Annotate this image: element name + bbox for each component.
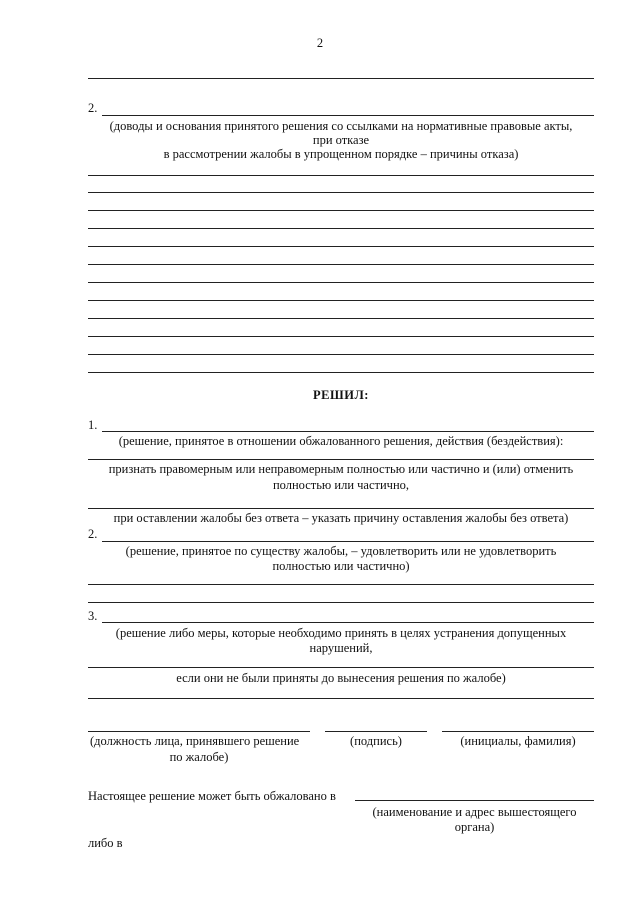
appeal-text: Настоящее решение может быть обжаловано в (88, 789, 336, 803)
section2-caption-3: в рассмотрении жалобы в упрощенном порядке – причины отказа) (163, 147, 519, 161)
decided-heading: РЕШИЛ: (313, 388, 369, 402)
top-line (88, 78, 594, 79)
fill-line[interactable] (88, 354, 594, 355)
decision3-caption-1: (решение либо меры, которые необходимо принять в целях устранения допущенных (115, 626, 567, 640)
fill-line[interactable] (88, 372, 594, 373)
decision3-fill-line-2[interactable] (88, 667, 594, 668)
name-line[interactable] (442, 731, 594, 732)
section2-caption-2: при отказе (312, 133, 370, 147)
appeal-caption-1: (наименование и адрес вышестоящего (372, 805, 577, 819)
fill-line[interactable] (88, 336, 594, 337)
position-line[interactable] (88, 731, 310, 732)
decision3-fill-line-3[interactable] (88, 698, 594, 699)
name-caption: (инициалы, фамилия) (460, 734, 576, 748)
decision2-fill-line-3[interactable] (88, 602, 594, 603)
page-number: 2 (316, 36, 324, 50)
section2-number: 2. (88, 101, 98, 115)
decision3-fill-line[interactable] (102, 622, 594, 623)
appeal-fill-line[interactable] (355, 800, 594, 801)
section2-fill-line[interactable] (102, 115, 594, 116)
decision1-fill-line[interactable] (102, 431, 594, 432)
position-caption-1: (должность лица, принявшего решение (90, 734, 300, 748)
decision1-number: 1. (88, 418, 98, 432)
decision2-caption-1: (решение, принятое по существу жалобы, – удовлетворить или не удовлетворить (125, 544, 557, 558)
fill-line[interactable] (88, 210, 594, 211)
fill-line[interactable] (88, 175, 594, 176)
decision2-caption-2: полностью или частично) (272, 559, 410, 573)
decision2-fill-line-2[interactable] (88, 584, 594, 585)
fill-line[interactable] (88, 300, 594, 301)
decision1-caption-3: полностью или частично, (272, 478, 410, 492)
decision1-caption-4: при оставлении жалобы без ответа – указать причину оставления жалобы без ответа) (113, 511, 569, 525)
decision3-caption-3: если они не были приняты до вынесения решения по жалобе) (176, 671, 506, 685)
decision2-fill-line[interactable] (102, 541, 594, 542)
decision3-caption-2: нарушений, (309, 641, 373, 655)
appeal-caption-2: органа) (454, 820, 495, 834)
fill-line[interactable] (88, 228, 594, 229)
signature-caption: (подпись) (350, 734, 402, 748)
decision1-fill-line-3[interactable] (88, 508, 594, 509)
decision3-number: 3. (88, 609, 98, 623)
fill-line[interactable] (88, 264, 594, 265)
fill-line[interactable] (88, 282, 594, 283)
fill-line[interactable] (88, 318, 594, 319)
signature-line[interactable] (325, 731, 427, 732)
decision1-caption-2: признать правомерным или неправомерным полностью или частично и (или) отменить (108, 462, 574, 476)
position-caption-2: по жалобе) (169, 750, 229, 764)
decision1-caption-1: (решение, принятое в отношении обжалованного решения, действия (бездействия): (118, 434, 564, 448)
decision1-fill-line-2[interactable] (88, 459, 594, 460)
section2-caption-1: (доводы и основания принятого решения со ссылками на нормативные правовые акты, (109, 119, 573, 133)
fill-line[interactable] (88, 192, 594, 193)
fill-line[interactable] (88, 246, 594, 247)
appeal-or-text: либо в (88, 836, 123, 850)
decision2-number: 2. (88, 527, 98, 541)
